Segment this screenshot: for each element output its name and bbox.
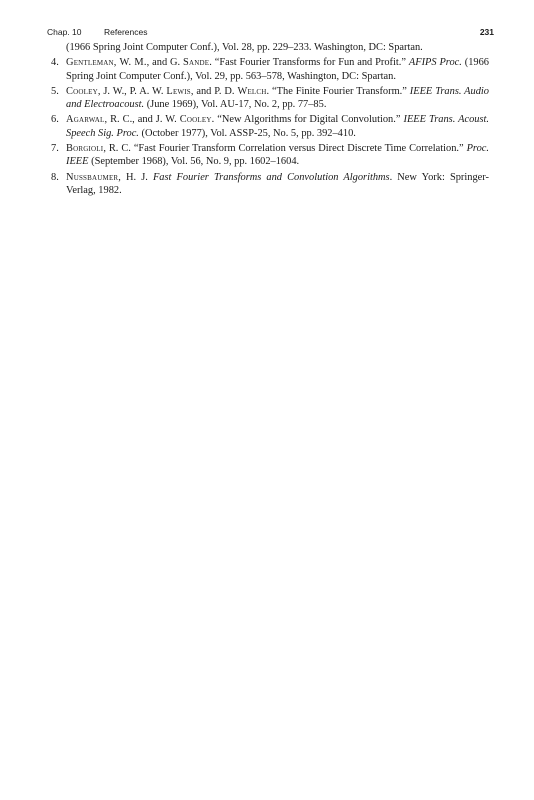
reference-details: (1966 Spring Joint Computer Conf.), Vol. 29, pp. 563–578, Washington, DC: Spartan.: [66, 57, 489, 82]
reference-number: 8.: [51, 171, 59, 183]
reference-title: . “The Finite Fourier Transform.”: [266, 85, 410, 97]
reference-author: Cooley: [179, 114, 212, 126]
reference-title: . “New Algorithms for Digital Convolution.”: [211, 114, 404, 126]
reference-item-7: [47, 142, 489, 169]
reference-book-title: Fast Fourier Transforms and Convolution Algorithms: [152, 171, 390, 183]
reference-author: Lewis: [166, 85, 191, 97]
page-number: 231: [479, 27, 494, 37]
reference-number: 5.: [51, 85, 59, 97]
reference-item-5: [47, 85, 489, 112]
reference-author: Borgioli: [66, 143, 104, 155]
reference-title: . “Fast Fourier Transforms for Fun and Profit.”: [209, 57, 409, 69]
reference-number: 4.: [51, 57, 59, 69]
reference-text: , J. W., P. A. W.: [97, 85, 167, 97]
reference-number: 7.: [51, 143, 59, 155]
reference-author: Welch: [237, 85, 267, 97]
reference-continuation: [47, 41, 489, 54]
reference-text: , R. C., and J. W.: [104, 114, 180, 126]
reference-text: , H. J.: [118, 171, 153, 183]
reference-details: (October 1977), Vol. ASSP-25, No. 5, pp. 392–410.: [138, 127, 356, 139]
reference-item-8: [47, 171, 489, 198]
reference-author: Gentleman, W. M.: [66, 57, 147, 69]
reference-text: , and P. D.: [190, 85, 238, 97]
reference-title: , R. C. “Fast Fourier Transform Correlation versus Direct Discrete Time Correlation.”: [103, 143, 467, 155]
reference-author: Cooley: [66, 85, 98, 97]
reference-author: Nussbaumer: [66, 171, 119, 183]
reference-journal: IEEE Trans. Acoust. Speech Sig. Proc.: [66, 114, 489, 139]
chapter-label: Chap. 10: [47, 27, 82, 37]
reference-details: . New York: Springer-Verlag, 1982.: [66, 171, 489, 196]
reference-text: , and G.: [146, 57, 183, 69]
reference-journal: Proc. IEEE: [66, 143, 489, 168]
reference-journal: AFIPS Proc.: [408, 57, 462, 69]
reference-text: (1966 Spring Joint Computer Conf.), Vol. 28, pp. 229–233. Washington, DC: Spartan.: [66, 42, 423, 53]
reference-journal: IEEE Trans. Audio and Electroacoust.: [66, 85, 490, 111]
reference-number: 6.: [51, 114, 59, 126]
reference-item-4: [47, 56, 489, 83]
reference-details: (June 1969), Vol. AU-17, No. 2, pp. 77–85.: [144, 99, 327, 111]
reference-author: Agarwal: [66, 114, 105, 126]
reference-details: (September 1968), Vol. 56, No. 9, pp. 1602–1604.: [88, 156, 300, 168]
section-title: References: [104, 27, 148, 37]
reference-author: Sande: [183, 57, 210, 69]
reference-list: [47, 41, 489, 197]
reference-item-6: [47, 113, 489, 140]
running-head: [47, 25, 494, 39]
